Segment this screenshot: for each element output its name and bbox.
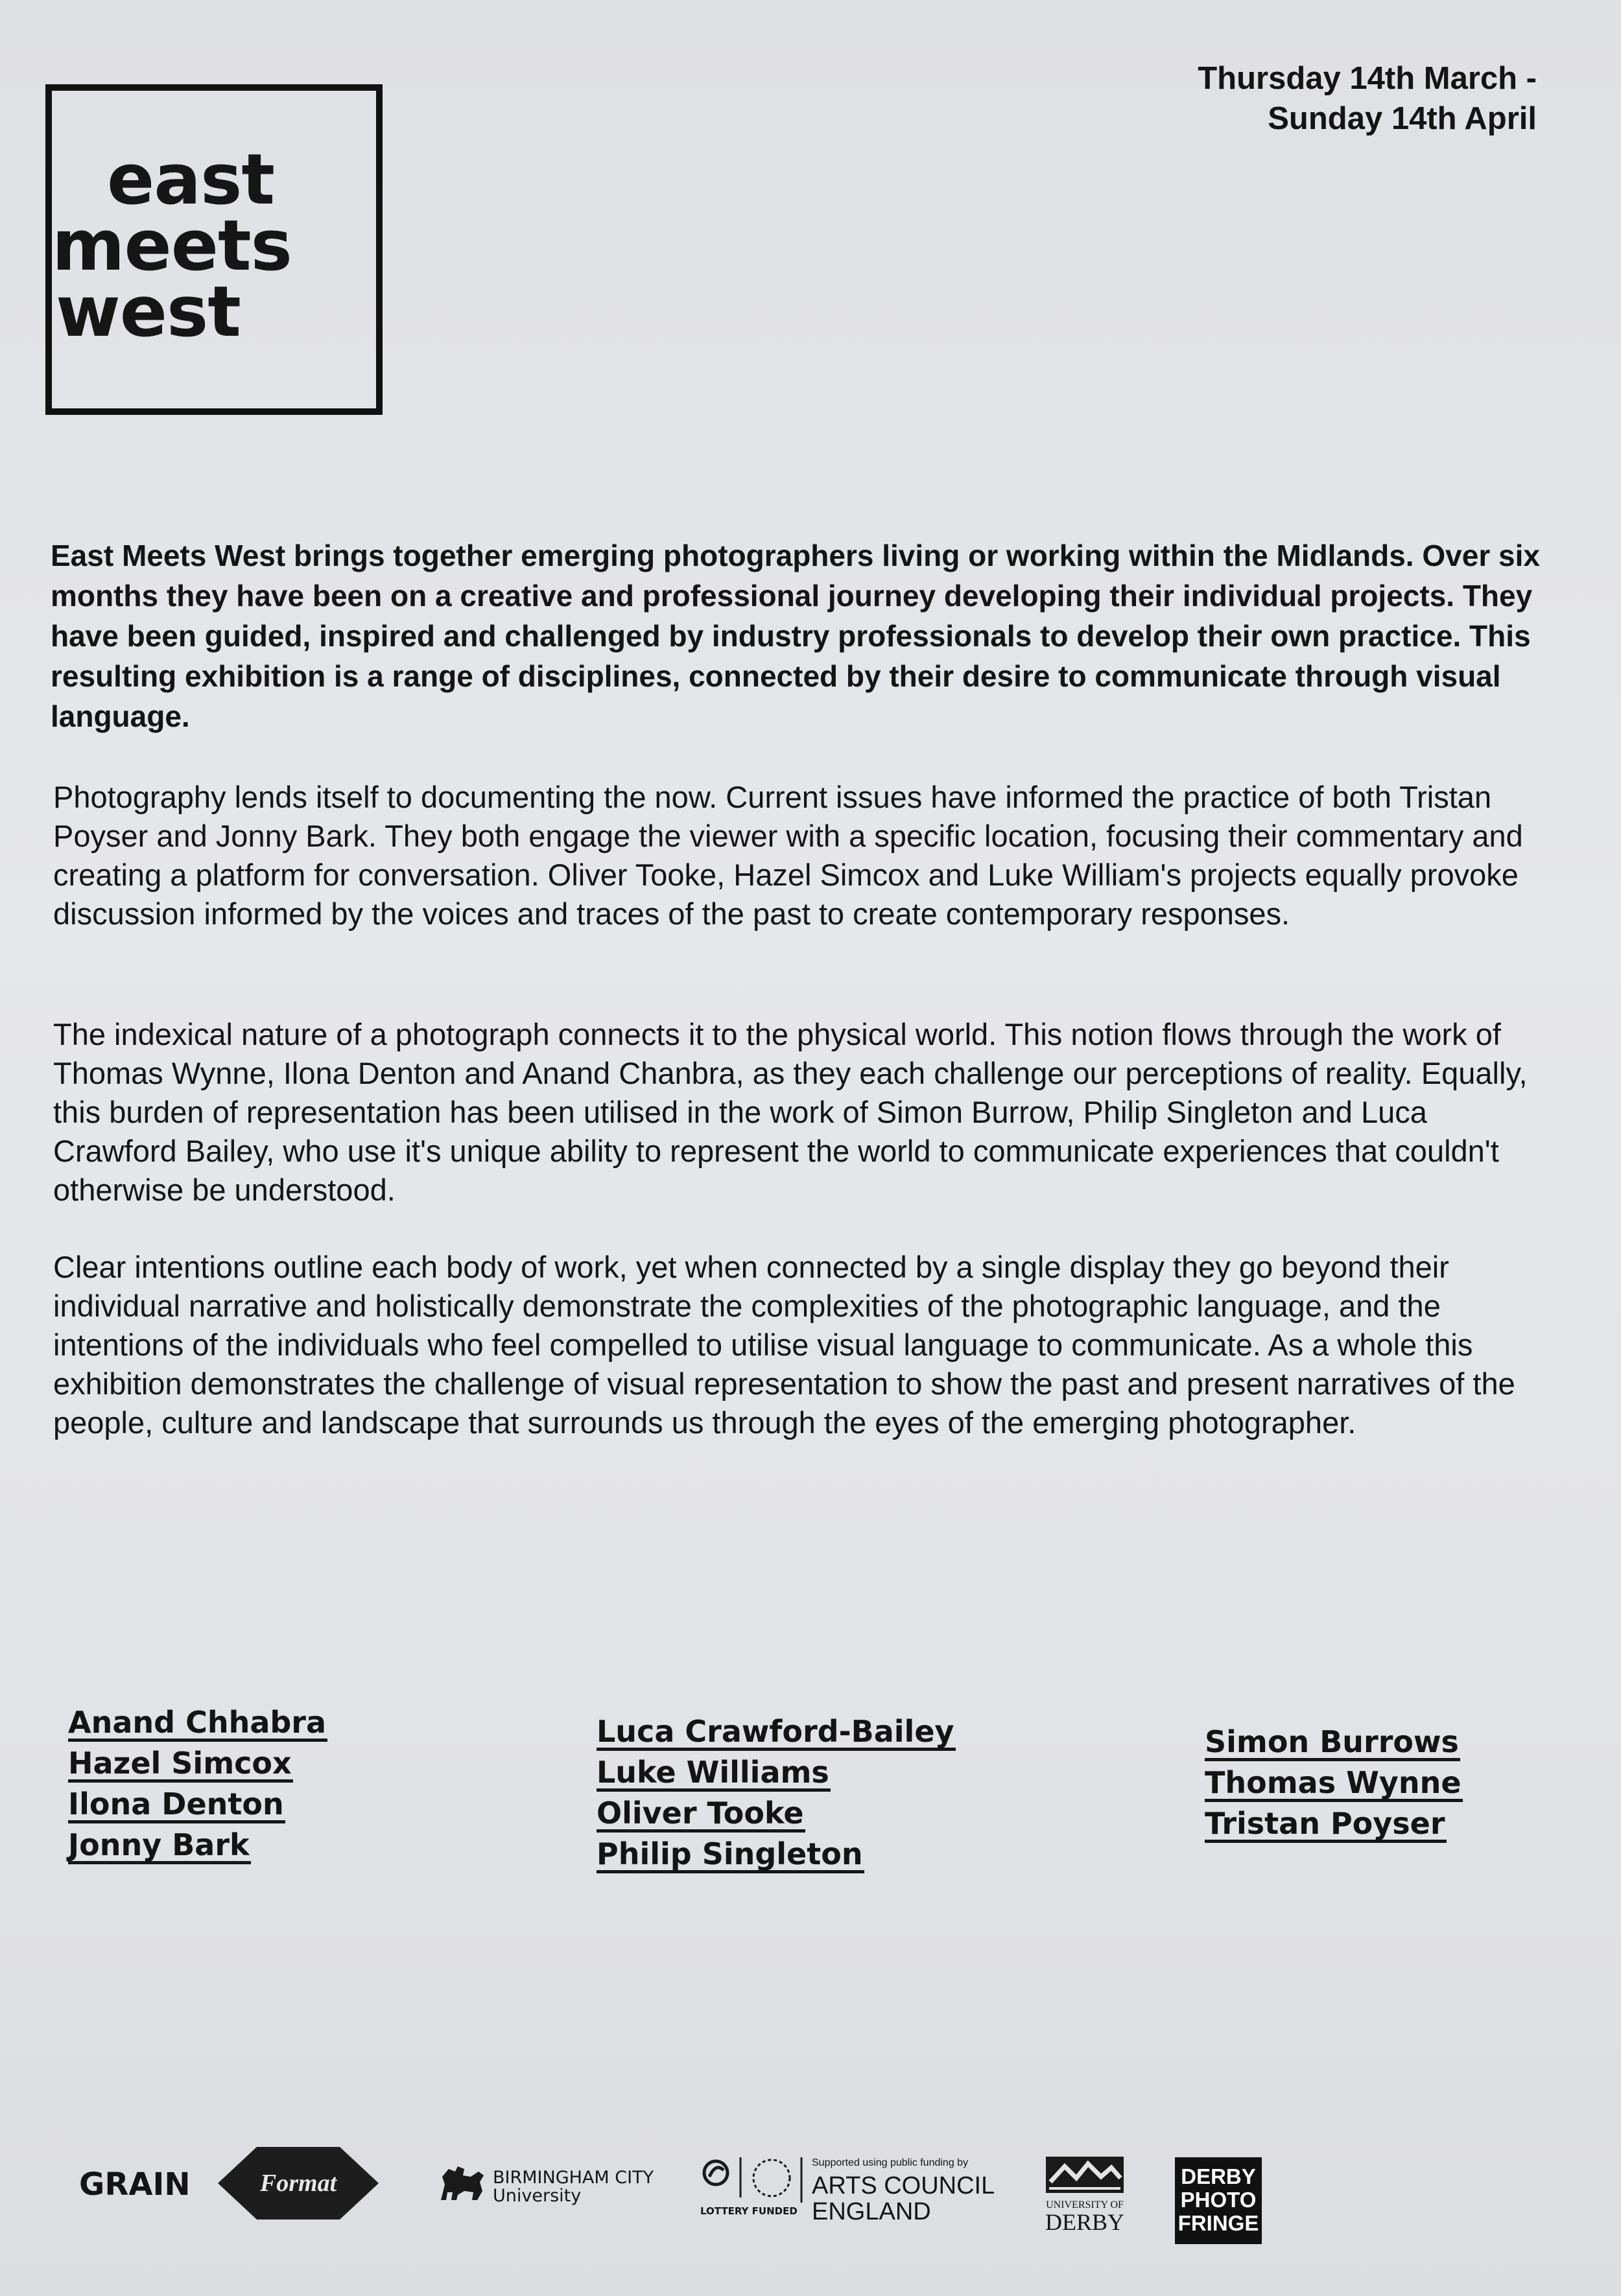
- bcu-name: BIRMINGHAM CITY: [493, 2168, 654, 2188]
- logo-line-meets: meets: [52, 205, 292, 287]
- fringe-line-3: FRINGE: [1177, 2211, 1259, 2235]
- body-paragraph-1: Photography lends itself to documenting the now. Current issues have informed the practice of both Tristan Poyser and Jonny Bark. They both engage the viewer with a specific location, focusing their commentary and creating a platform for conversation. Oliver Tooke, Hazel Simcox and Luke William's projects equally provoke discussion informed by the voices and traces of the past to create contemporary responses.: [53, 780, 1523, 931]
- format-logo-text: Format: [259, 2170, 337, 2197]
- artist-name: Luca Crawford-Bailey: [597, 1715, 956, 1751]
- logo-line-west: west: [56, 272, 241, 353]
- grain-logo: GRAIN: [79, 2166, 191, 2203]
- format-logo: [218, 2144, 379, 2222]
- exhibition-dates: [1198, 58, 1537, 139]
- date-end: Sunday 14th April: [1268, 101, 1537, 136]
- date-start: Thursday 14th March -: [1198, 61, 1537, 96]
- body-paragraph-2: The indexical nature of a photograph connects it to the physical world. This notion flows through the work of Thomas Wynne, Ilona Denton and Anand Chanbra, as they each challenge our perceptions of reality. Equally, this burden of representation has been utilised in the work of Simon Burrow, Philip Singleton and Luca Crawford Bailey, who use it's unique ability to represent the world to communicate experiences that couldn't otherwise be understood.: [53, 1017, 1528, 1207]
- ace-line-2: ENGLAND: [812, 2198, 931, 2225]
- artist-name: Thomas Wynne: [1205, 1766, 1463, 1802]
- university-of-derby-logo: [1043, 2156, 1127, 2236]
- artist-name: Hazel Simcox: [68, 1747, 293, 1783]
- ace-line-1: ARTS COUNCIL: [812, 2172, 995, 2199]
- artist-list-column-1: [68, 1706, 327, 1869]
- fringe-line-2: PHOTO: [1180, 2188, 1257, 2212]
- artist-name: Ilona Denton: [68, 1788, 285, 1823]
- artist-list-column-3: [1205, 1726, 1463, 1848]
- artist-name: Tristan Poyser: [1205, 1807, 1447, 1843]
- logo-line-east: east: [107, 139, 275, 220]
- derby-university-big: DERBY: [1045, 2209, 1124, 2235]
- derby-photo-fringe-logo: [1175, 2157, 1262, 2244]
- mountains-icon: [1045, 2156, 1124, 2194]
- lottery-arts-council-icons: [700, 2155, 804, 2203]
- birmingham-city-university-logo: [438, 2162, 659, 2208]
- artist-name: Philip Singleton: [597, 1838, 864, 1873]
- lottery-funded-label: LOTTERY FUNDED: [700, 2205, 798, 2217]
- derby-university-small: UNIVERSITY OF: [1046, 2199, 1124, 2210]
- intro-paragraph: East Meets West brings together emerging photographers living or working within the Midlands. Over six months they have been on a creative and professional journey developing their individual projects. They have been guided, inspired and challenged by industry professionals to develop their own practice. This resulting exhibition is a range of disciplines, connected by their desire to communicate through visual language.: [51, 539, 1540, 733]
- artist-name: Anand Chhabra: [68, 1706, 327, 1742]
- artist-name: Oliver Tooke: [597, 1797, 805, 1833]
- lion-icon: [438, 2162, 486, 2205]
- artist-name: Simon Burrows: [1205, 1726, 1460, 1761]
- artist-name: Luke Williams: [597, 1756, 831, 1792]
- fringe-line-1: DERBY: [1181, 2164, 1256, 2188]
- bcu-university: University: [493, 2186, 582, 2206]
- body-paragraph-3: Clear intentions outline each body of work, yet when connected by a single display they go beyond their individual narrative and holistically demonstrate the complexities of the photographic language, and the intentions of the individuals who feel compelled to utilise visual language to communicate. As a whole this exhibition demonstrates the challenge of visual representation to show the past and present narratives of the people, culture and landscape that surrounds us through the eyes of the emerging photographer.: [53, 1250, 1515, 1440]
- arts-council-england-logo: [700, 2155, 1012, 2226]
- ace-supported-label: Supported using public funding by: [812, 2157, 969, 2168]
- artist-list-column-2: [597, 1715, 956, 1879]
- artist-name: Jonny Bark: [68, 1829, 251, 1864]
- east-meets-west-logo: [45, 84, 383, 415]
